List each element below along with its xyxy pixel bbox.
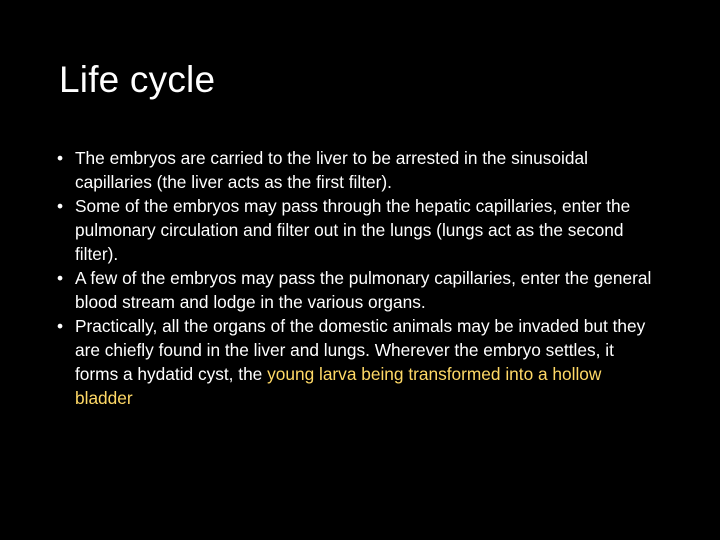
bullet-item (57, 146, 657, 194)
bullet-list (57, 146, 657, 410)
bullet-item (57, 266, 657, 314)
bullet-highlight-text: young larva being transformed into a hollow bladder (75, 364, 602, 408)
bullet-item (57, 314, 657, 410)
bullet-text: The embryos are carried to the liver to be arrested in the sinusoidal capillaries (the liver acts as the first filter). (75, 148, 588, 192)
bullet-text: Practically, all the organs of the domestic animals may be invaded but they are chiefly found in the liver and lungs. Wherever the embryo settles, it forms a hydatid cyst, the (75, 316, 646, 384)
bullet-icon: • (57, 196, 64, 216)
bullet-text: Some of the embryos may pass through the hepatic capillaries, enter the pulmonary circulation and filter out in the lungs (lungs act as the second filter). (75, 196, 631, 264)
slide-title: Life cycle (59, 59, 216, 100)
bullet-icon: • (57, 268, 64, 288)
bullet-item (57, 194, 657, 266)
bullet-text: A few of the embryos may pass the pulmonary capillaries, enter the general blood stream and lodge in the various organs. (75, 268, 652, 312)
bullet-icon: • (57, 316, 64, 336)
bullet-icon: • (57, 148, 64, 168)
